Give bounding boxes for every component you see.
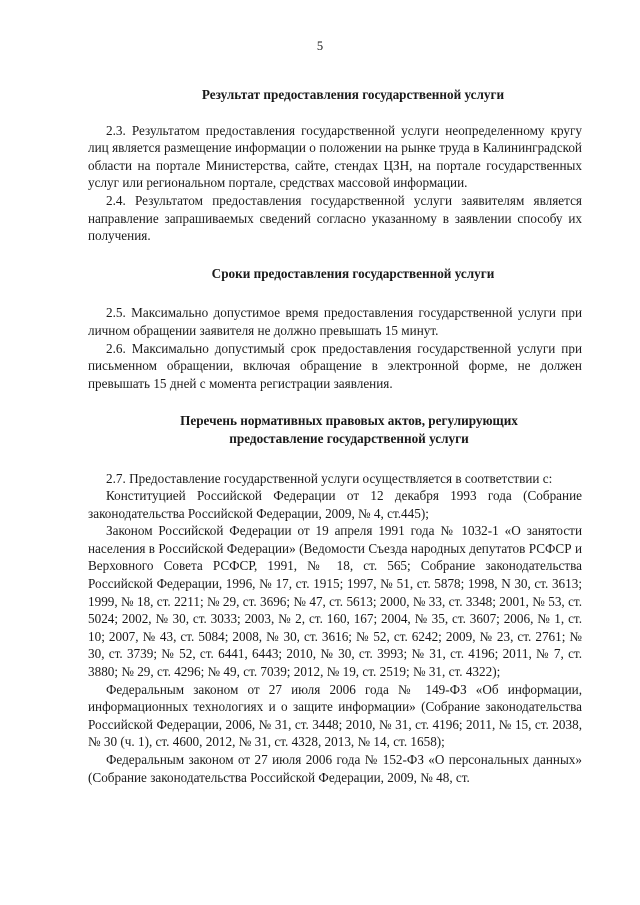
paragraph-2-4: 2.4. Результатом предоставления государственной услуги заявителям является направление запрашиваемых сведений согласно указанному в заявлении способу их получения.	[88, 192, 582, 244]
section-title-legal-acts-line1: Перечень нормативных правовых актов, регулирующих	[180, 413, 518, 429]
paragraph-personal-data-law: Федеральным законом от 27 июля 2006 года № 152-ФЗ «О персональных данных» (Собрание законодательства Российской Федерации, 2009, № 48, ст.	[88, 752, 582, 785]
section-title-result: Результат предоставления государственной услуги	[201, 87, 505, 102]
section-title-legal-acts-line2: предоставление государственной услуги	[229, 430, 469, 446]
section-title-legal-acts	[88, 412, 582, 447]
paragraph-2-6: 2.6. Максимально допустимый срок предоставления государственной услуги при письменном обращении, включая обращение в электронной форме, не должен превышать 15 дней с момента регистрации заявления.	[88, 340, 582, 391]
paragraph-employment-law: Законом Российской Федерации от 19 апреля 1991 года № 1032-1 «О занятости населения в Российской Федерации» (Ведомости Съезда народных депутатов РСФСР и Верховного Совета РСФСР, 1991, № 18, ст. 565; Собрание законодательства Российской Федерации, 1996, № 17, ст. 1915; 1997, № 51, ст. 5878; 1998, N 30, ст. 3613; 1999, № 18, ст. 2211; № 29, ст. 3696; № 47, ст. 5613; 2000, № 33, ст. 3348; 2001, № 53, ст. 5024; 2002, № 30, ст. 3033; 2003, № 2, ст. 160, 167; 2004, № 35, ст. 3607; 2006, № 1, ст. 10; 2007, № 43, ст. 5084; 2008, № 30, ст. 3616; № 52, ст. 6242; 2009, № 23, ст. 2761; № 30, ст. 3739; № 52, ст. 6441, 6443; 2010, № 30, ст. 3993; № 31, ст. 4196; 2011, № 7, ст. 3880; № 29, ст. 4296; № 49, ст. 7039; 2012, № 19, ст. 2519; № 31, ст. 4322);	[88, 523, 582, 680]
paragraph-constitution: Конституцией Российской Федерации от 12 декабря 1993 года (Собрание законодательства Российской Федерации, 2009, № 4, ст.445);	[88, 488, 582, 521]
paragraph-2-7: 2.7. Предоставление государственной услуги осуществляется в соответствии с:	[106, 470, 553, 486]
paragraph-2-5: 2.5. Максимально допустимое время предоставления государственной услуги при личном обращении заявителя не должно превышать 15 минут.	[88, 305, 582, 338]
section-title-terms: Сроки предоставления государственной услуги	[211, 265, 495, 281]
page-number: 5	[316, 39, 324, 53]
document-body	[88, 64, 582, 786]
paragraph-information-law: Федеральным законом от 27 июля 2006 года № 149-ФЗ «Об информации, информационных технологиях и о защите информации» (Собрание законодательства Российской Федерации, 2006, № 31, ст. 3448; 2010, № 31, ст. 4196; 2011, № 15, ст. 2038, № 30 (ч. 1), ст. 4600, 2012, № 31, ст. 4328, 2013, № 14, ст. 1658);	[88, 681, 582, 750]
paragraph-2-3: 2.3. Результатом предоставления государственной услуги неопределенному кругу лиц является размещение информации о положении на рынке труда в Калининградской области на портале Министерства, сайте, стендах ЦЗН, на портале государственных услуг или региональном портале, средствах массовой информации.	[88, 122, 582, 191]
